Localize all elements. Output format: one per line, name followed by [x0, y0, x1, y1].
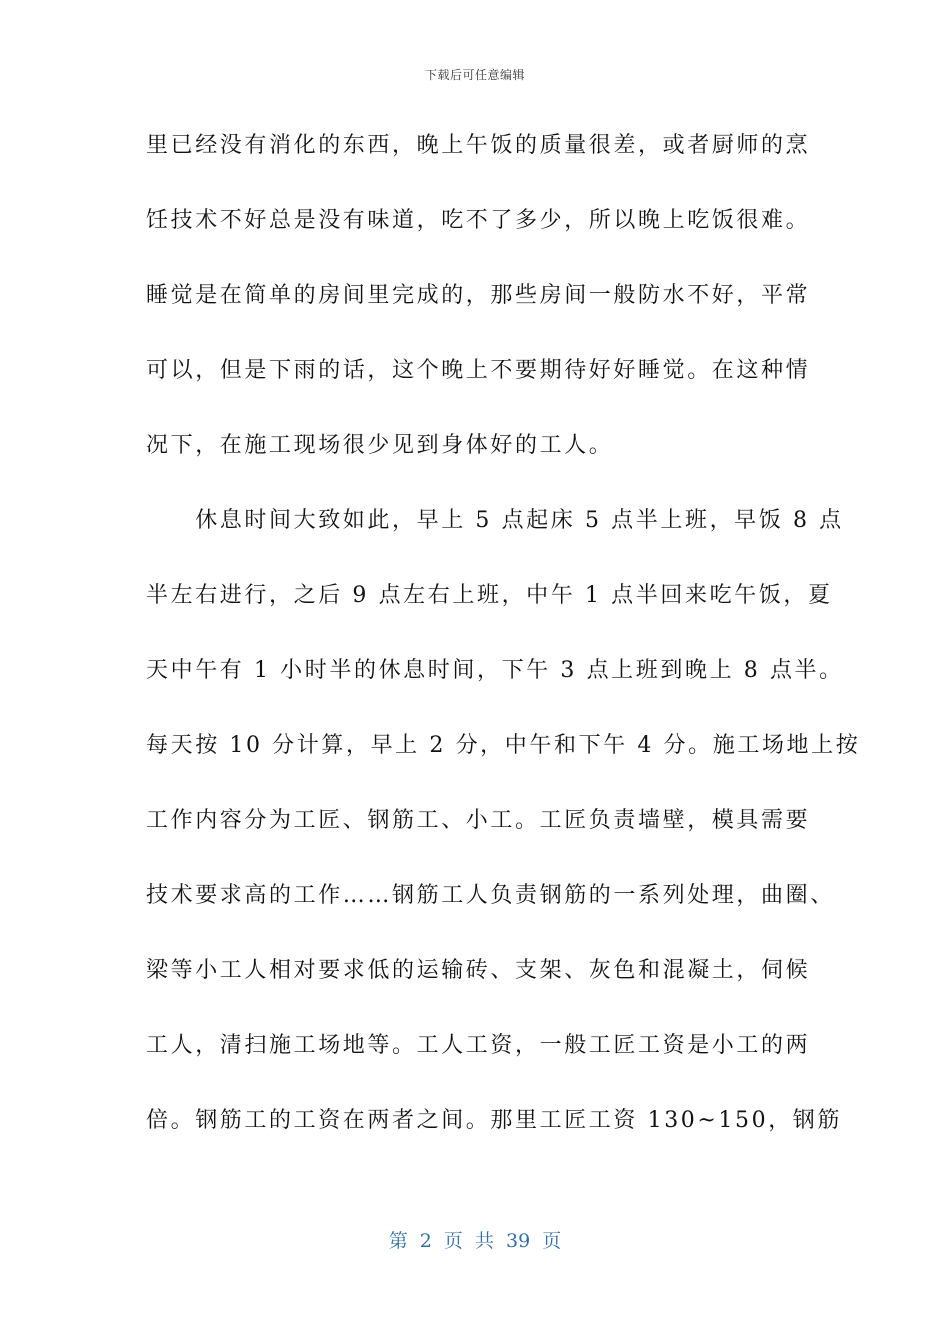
- document-body: [146, 122, 861, 1172]
- text-line: 倍。钢筋工的工资在两者之间。那里工匠工资 130~150，钢筋: [146, 1108, 843, 1133]
- page-number-footer: 第 2 页 共 39 页: [388, 1230, 562, 1252]
- text-line: 里已经没有消化的东西，晚上午饭的质量很差，或者厨师的烹: [146, 133, 811, 158]
- page-header: 下载后可任意编辑: [424, 68, 525, 82]
- text-line: 梁等小工人相对要求低的运输砖、支架、灰色和混凝土，伺候: [146, 958, 811, 983]
- text-line: 况下，在施工现场很少见到身体好的工人。: [146, 433, 614, 458]
- text-line: 休息时间大致如此，早上 5 点起床 5 点半上班，早饭 8 点: [146, 508, 844, 533]
- text-line: 工作内容分为工匠、钢筋工、小工。工匠负责墙壁，模具需要: [146, 808, 811, 833]
- text-line: 技术要求高的工作……钢筋工人负责钢筋的一系列处理，曲圈、: [146, 883, 835, 908]
- text-line: 工人，清扫施工场地等。工人工资，一般工匠工资是小工的两: [146, 1033, 811, 1058]
- text-line: 睡觉是在简单的房间里完成的，那些房间一般防水不好，平常: [146, 283, 811, 308]
- text-line: 半左右进行，之后 9 点左右上班，中午 1 点半回来吃午饭，夏: [146, 583, 833, 608]
- text-line: 每天按 10 分计算，早上 2 分，中午和下午 4 分。施工场地上按: [146, 733, 861, 758]
- text-line: 饪技术不好总是没有味道，吃不了多少，所以晚上吃饭很难。: [146, 208, 811, 233]
- text-line: 可以，但是下雨的话，这个晚上不要期待好好睡觉。在这种情: [146, 358, 811, 383]
- text-line: 天中午有 1 小时半的休息时间，下午 3 点上班到晚上 8 点半。: [146, 658, 844, 683]
